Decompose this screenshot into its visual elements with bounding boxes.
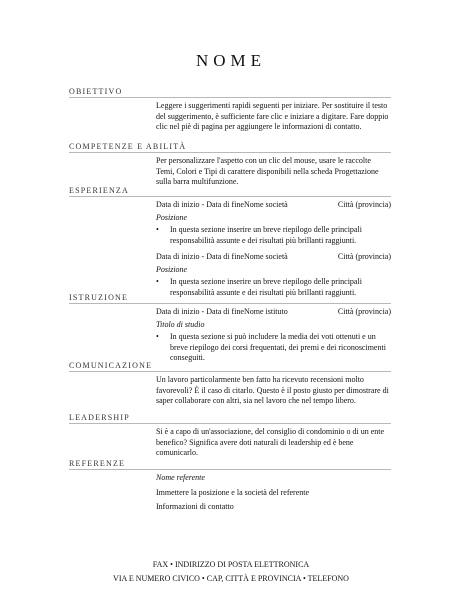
section-objective	[69, 86, 391, 133]
section-title-objective: OBIETTIVO	[69, 86, 391, 98]
job-role[interactable]: Posizione	[156, 212, 188, 222]
reference-contact[interactable]: Informazioni di contatto	[156, 502, 234, 511]
job-location[interactable]: Città (provincia)	[337, 252, 391, 261]
job-role[interactable]: Posizione	[156, 264, 188, 274]
bullet-icon: •	[156, 225, 159, 234]
section-experience	[69, 185, 391, 304]
section-references	[69, 458, 391, 513]
job-dates-company[interactable]: Data di inizio - Data di fineNome società	[156, 200, 288, 209]
job-summary[interactable]: In questa sezione inserire un breve riepilogo delle principali responsabilità assunte e dei risultati più brillanti raggiunti.	[170, 225, 362, 245]
section-education	[69, 292, 391, 364]
skills-text[interactable]: Per personalizzare l'aspetto con un clic del mouse, usare le raccolte Temi, Colori e Tipi di carattere disponibili nella scheda Progettazione sulla barra multifunzione.	[156, 156, 379, 186]
section-leadership	[69, 412, 391, 459]
section-skills	[69, 141, 391, 188]
section-title-skills: COMPETENZE E ABILITÀ	[69, 141, 391, 153]
section-title-education: ISTRUZIONE	[69, 292, 391, 304]
leadership-text[interactable]: Si è a capo di un'associazione, del consiglio di condominio o di un ente benefico? Significa avere doti naturali di leadership ed è bene comunicarlo.	[156, 427, 385, 457]
objective-text[interactable]: Leggere i suggerimenti rapidi seguenti per iniziare. Per sostituire il testo del suggerimento, è sufficiente fare clic e iniziare a digitare. Fare doppio clic nel piè di pagina per aggiungere le informazioni di contatto.	[156, 101, 389, 131]
section-title-leadership: LEADERSHIP	[69, 412, 391, 424]
bullet-icon: •	[156, 277, 159, 286]
reference-position[interactable]: Immettere la posizione e la società del referente	[156, 487, 310, 497]
resume-name[interactable]: NOME	[195, 51, 267, 70]
footer-line-1[interactable]: FAX • INDIRIZZO DI POSTA ELETTRONICA	[152, 560, 310, 569]
bullet-icon: •	[156, 332, 159, 341]
job-location[interactable]: Città (provincia)	[337, 200, 391, 209]
section-title-communication: COMUNICAZIONE	[69, 360, 391, 372]
communication-text[interactable]: Un lavoro particolarmente ben fatto ha ricevuto recensioni molto favorevoli? È il caso di citarlo. Questo è il posto giusto per dimostrare di saper collaborare con altri, sia nel lavoro che nel tempo libero.	[156, 375, 389, 405]
education-degree[interactable]: Titolo di studio	[156, 319, 205, 329]
section-title-references: REFERENZE	[69, 458, 391, 470]
section-communication	[69, 360, 391, 407]
job-summary[interactable]: In questa sezione inserire un breve riepilogo delle principali responsabilità assunte e dei risultati più brillanti raggiunti.	[170, 277, 362, 297]
job-entry	[156, 200, 391, 246]
education-summary[interactable]: In questa sezione si può includere la media dei voti ottenuti e un breve riepilogo dei corsi frequentati, dei premi e dei riconoscimenti conseguiti.	[170, 332, 386, 362]
education-dates-school[interactable]: Data di inizio - Data di fineNome istituto	[156, 307, 288, 316]
reference-name[interactable]: Nome referente	[156, 473, 205, 482]
job-dates-company[interactable]: Data di inizio - Data di fineNome società	[156, 252, 288, 261]
footer-line-2[interactable]: VIA E NUMERO CIVICO • CAP, CITTÀ E PROVINCIA • TELEFONO	[113, 574, 349, 583]
section-title-experience: ESPERIENZA	[69, 185, 391, 197]
education-location[interactable]: Città (provincia)	[337, 307, 391, 316]
